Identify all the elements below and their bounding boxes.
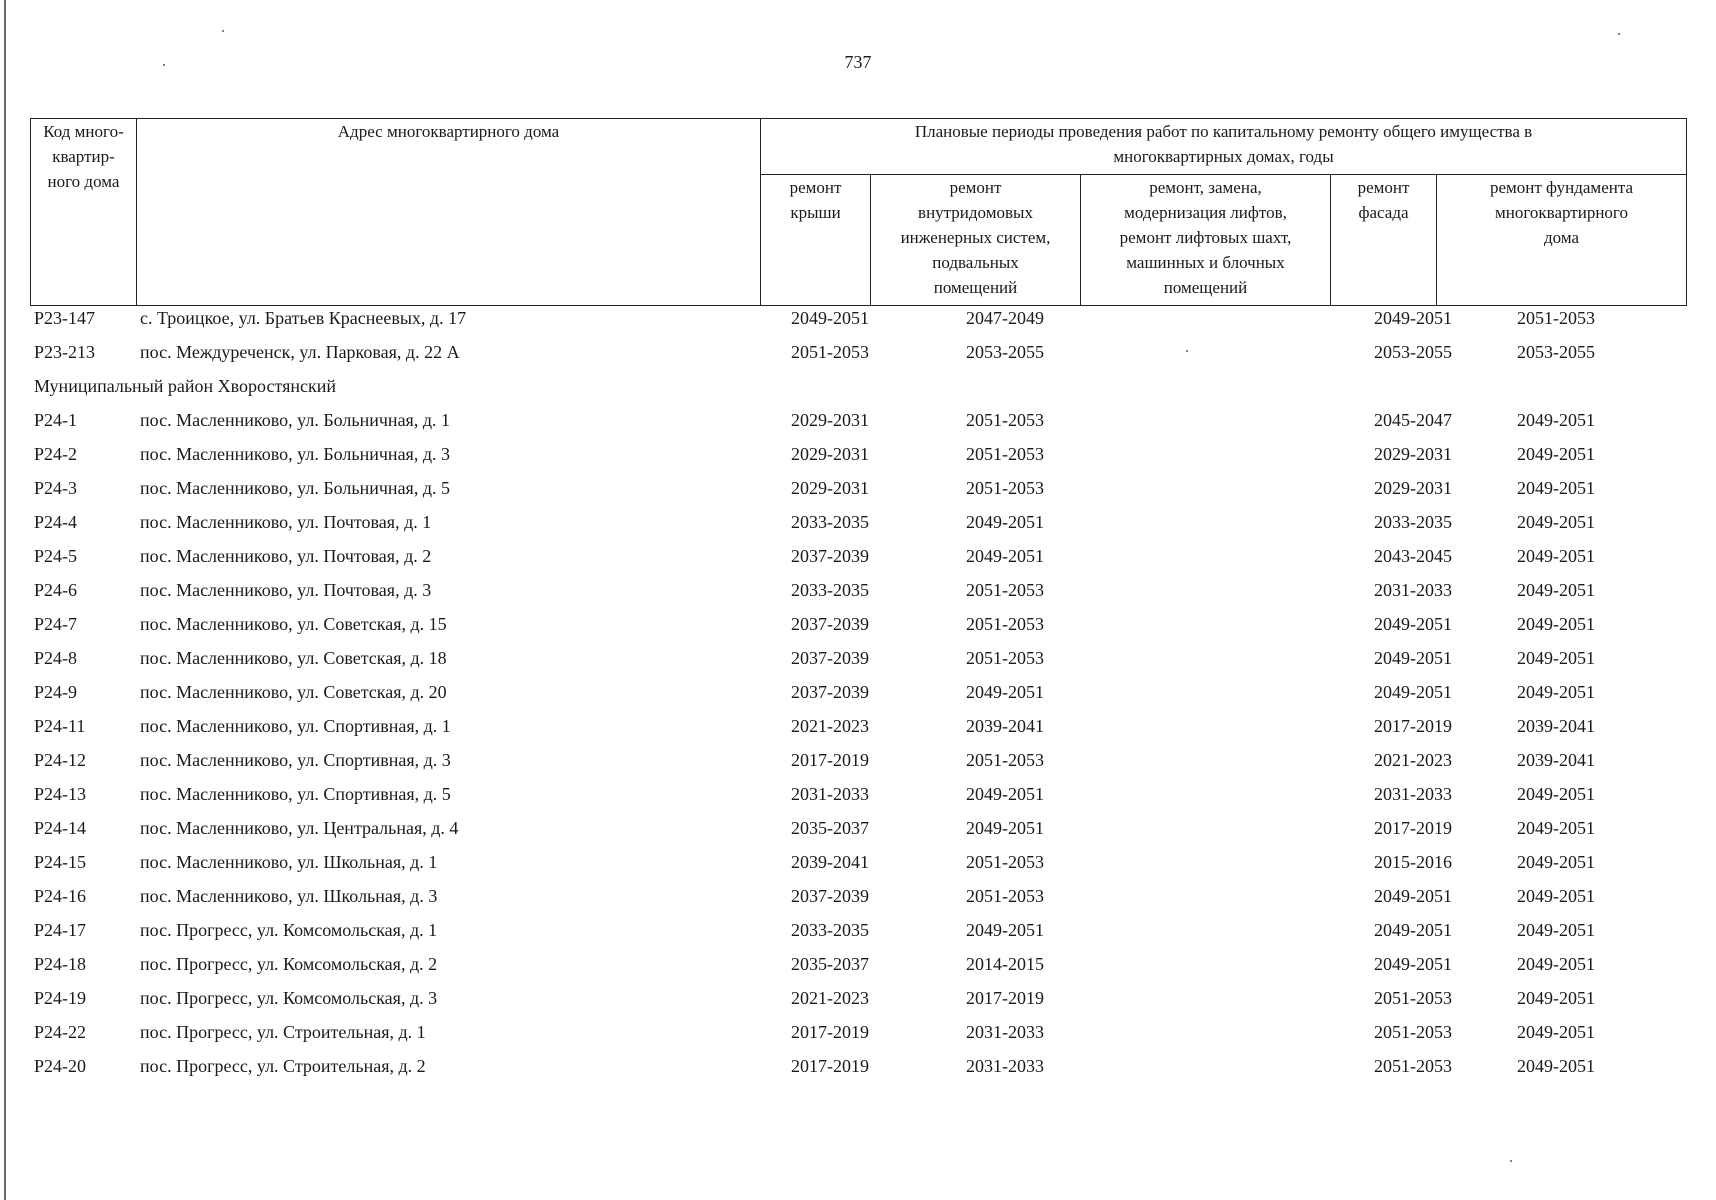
header-roof-line: крыши xyxy=(790,203,841,222)
cell-facade-period: 2049-2051 xyxy=(1374,308,1452,328)
header-lifts xyxy=(1081,175,1331,306)
cell-roof-period: 2035-2037 xyxy=(791,818,869,838)
header-foundation-line: многоквартирного xyxy=(1495,203,1628,222)
cell-engineering-period: 2049-2051 xyxy=(966,920,1044,940)
cell-roof-period: 2035-2037 xyxy=(791,954,869,974)
cell-foundation-period: 2049-2051 xyxy=(1517,784,1595,804)
cell-facade-period: 2021-2023 xyxy=(1374,750,1452,770)
cell-code: Р24-22 xyxy=(34,1022,87,1042)
cell-foundation-period: 2049-2051 xyxy=(1517,1056,1595,1076)
cell-facade-period: 2031-2033 xyxy=(1374,784,1452,804)
cell-code: Р24-5 xyxy=(34,546,78,566)
cell-foundation-period: 2051-2053 xyxy=(1517,308,1595,328)
table-row xyxy=(30,747,1686,781)
table-row xyxy=(30,577,1686,611)
cell-foundation-period: 2049-2051 xyxy=(1517,818,1595,838)
cell-engineering-period: 2049-2051 xyxy=(966,682,1044,702)
header-engineering-line: ремонт xyxy=(949,178,1002,197)
table-row xyxy=(30,509,1686,543)
table-row xyxy=(30,917,1686,951)
table-row xyxy=(30,883,1686,917)
cell-address: пос. Прогресс, ул. Комсомольская, д. 3 xyxy=(140,988,438,1008)
header-code-line: Код много- xyxy=(43,122,124,141)
cell-roof-period: 2017-2019 xyxy=(791,750,869,770)
cell-address: пос. Масленниково, ул. Советская, д. 18 xyxy=(140,648,447,668)
cell-code: Р24-15 xyxy=(34,852,87,872)
cell-facade-period: 2031-2033 xyxy=(1374,580,1452,600)
cell-facade-period: 2017-2019 xyxy=(1374,818,1452,838)
cell-code: Р24-13 xyxy=(34,784,87,804)
cell-engineering-period: 2051-2053 xyxy=(966,648,1044,668)
cell-roof-period: 2017-2019 xyxy=(791,1022,869,1042)
table-row xyxy=(30,1019,1686,1053)
cell-code: Р24-1 xyxy=(34,410,78,430)
cell-roof-period: 2029-2031 xyxy=(791,444,869,464)
cell-facade-period: 2051-2053 xyxy=(1374,1022,1452,1042)
header-lifts-line: ремонт лифтовых шахт, xyxy=(1119,228,1292,247)
cell-facade-period: 2051-2053 xyxy=(1374,988,1452,1008)
cell-address: пос. Прогресс, ул. Строительная, д. 1 xyxy=(140,1022,426,1042)
cell-address: пос. Масленниково, ул. Спортивная, д. 5 xyxy=(140,784,451,804)
cell-address: пос. Масленниково, ул. Спортивная, д. 3 xyxy=(140,750,451,770)
table-row xyxy=(30,679,1686,713)
cell-engineering-period: 2014-2015 xyxy=(966,954,1044,974)
cell-address: пос. Масленниково, ул. Спортивная, д. 1 xyxy=(140,716,451,736)
district-heading-row xyxy=(30,373,1686,407)
header-engineering-line: подвальных xyxy=(932,253,1019,272)
cell-address: пос. Масленниково, ул. Советская, д. 15 xyxy=(140,614,447,634)
header-periods-line: многоквартирных домах, годы xyxy=(1113,147,1334,166)
table-row xyxy=(30,781,1686,815)
header-lifts-line: ремонт, замена, xyxy=(1149,178,1262,197)
cell-facade-period: 2049-2051 xyxy=(1374,614,1452,634)
table-row xyxy=(30,1053,1686,1087)
cell-engineering-period: 2017-2019 xyxy=(966,988,1044,1008)
cell-engineering-period: 2051-2053 xyxy=(966,410,1044,430)
cell-address: пос. Масленниково, ул. Почтовая, д. 2 xyxy=(140,546,432,566)
cell-engineering-period: 2049-2051 xyxy=(966,784,1044,804)
cell-foundation-period: 2049-2051 xyxy=(1517,988,1595,1008)
cell-code: Р24-19 xyxy=(34,988,87,1008)
cell-address: с. Троицкое, ул. Братьев Краснеевых, д. 17 xyxy=(140,308,467,328)
header-periods-line: Плановые периоды проведения работ по капитальному ремонту общего имущества в xyxy=(914,122,1533,141)
header-code-line: квартир- xyxy=(52,147,115,166)
header-roof xyxy=(761,175,871,306)
cell-foundation-period: 2049-2051 xyxy=(1517,920,1595,940)
cell-code: Р24-20 xyxy=(34,1056,87,1076)
cell-foundation-period: 2049-2051 xyxy=(1517,512,1595,532)
cell-engineering-period: 2049-2051 xyxy=(966,512,1044,532)
cell-roof-period: 2037-2039 xyxy=(791,614,869,634)
table-row xyxy=(30,543,1686,577)
cell-facade-period: 2049-2051 xyxy=(1374,954,1452,974)
cell-engineering-period: 2049-2051 xyxy=(966,546,1044,566)
cell-roof-period: 2021-2023 xyxy=(791,716,869,736)
header-facade-line: фасада xyxy=(1358,203,1409,222)
cell-roof-period: 2033-2035 xyxy=(791,512,869,532)
cell-foundation-period: 2049-2051 xyxy=(1517,614,1595,634)
cell-code: Р24-4 xyxy=(34,512,78,532)
table-row xyxy=(30,305,1686,339)
cell-foundation-period: 2049-2051 xyxy=(1517,410,1595,430)
table-row xyxy=(30,611,1686,645)
table-row xyxy=(30,475,1686,509)
cell-roof-period: 2049-2051 xyxy=(791,308,869,328)
cell-code: Р23-147 xyxy=(34,308,96,328)
cell-address: пос. Прогресс, ул. Комсомольская, д. 2 xyxy=(140,954,438,974)
cell-address: пос. Масленниково, ул. Центральная, д. 4 xyxy=(140,818,459,838)
cell-roof-period: 2029-2031 xyxy=(791,410,869,430)
cell-roof-period: 2033-2035 xyxy=(791,920,869,940)
cell-foundation-period: 2049-2051 xyxy=(1517,444,1595,464)
cell-code: Р24-9 xyxy=(34,682,78,702)
cell-engineering-period: 2051-2053 xyxy=(966,852,1044,872)
cell-address: пос. Масленниково, ул. Школьная, д. 1 xyxy=(140,852,438,872)
page-number: 737 xyxy=(844,52,872,72)
cell-facade-period: 2049-2051 xyxy=(1374,920,1452,940)
header-engineering-line: внутридомовых xyxy=(918,203,1033,222)
scan-speck xyxy=(1510,1160,1512,1162)
header-lifts-line: модернизация лифтов, xyxy=(1124,203,1287,222)
header-address-label: Адрес многоквартирного дома xyxy=(337,122,560,141)
cell-foundation-period: 2049-2051 xyxy=(1517,682,1595,702)
cell-facade-period: 2043-2045 xyxy=(1374,546,1452,566)
table-row xyxy=(30,441,1686,475)
cell-foundation-period: 2049-2051 xyxy=(1517,546,1595,566)
scan-speck xyxy=(1618,33,1620,35)
cell-roof-period: 2029-2031 xyxy=(791,478,869,498)
cell-address: пос. Масленниково, ул. Больничная, д. 1 xyxy=(140,410,450,430)
cell-address: пос. Масленниково, ул. Больничная, д. 5 xyxy=(140,478,450,498)
cell-code: Р24-11 xyxy=(34,716,86,736)
header-foundation-line: ремонт фундамента xyxy=(1489,178,1634,197)
cell-address: пос. Масленниково, ул. Школьная, д. 3 xyxy=(140,886,438,906)
header-engineering-line: помещений xyxy=(933,278,1018,297)
header-address xyxy=(137,119,761,306)
cell-roof-period: 2021-2023 xyxy=(791,988,869,1008)
cell-facade-period: 2051-2053 xyxy=(1374,1056,1452,1076)
cell-facade-period: 2045-2047 xyxy=(1374,410,1452,430)
cell-code: Р24-7 xyxy=(34,614,78,634)
cell-engineering-period: 2031-2033 xyxy=(966,1056,1044,1076)
header-foundation xyxy=(1437,175,1687,306)
cell-facade-period: 2017-2019 xyxy=(1374,716,1452,736)
cell-engineering-period: 2051-2053 xyxy=(966,580,1044,600)
cell-roof-period: 2037-2039 xyxy=(791,546,869,566)
cell-engineering-period: 2047-2049 xyxy=(966,308,1044,328)
cell-code: Р24-6 xyxy=(34,580,78,600)
table-row xyxy=(30,713,1686,747)
cell-engineering-period: 2049-2051 xyxy=(966,818,1044,838)
cell-facade-period: 2049-2051 xyxy=(1374,648,1452,668)
cell-roof-period: 2039-2041 xyxy=(791,852,869,872)
cell-address: пос. Междуреченск, ул. Парковая, д. 22 А xyxy=(140,342,460,362)
cell-engineering-period: 2051-2053 xyxy=(966,444,1044,464)
cell-roof-period: 2031-2033 xyxy=(791,784,869,804)
header-facade-line: ремонт xyxy=(1357,178,1410,197)
table-header xyxy=(30,118,1687,306)
cell-foundation-period: 2049-2051 xyxy=(1517,580,1595,600)
table-row xyxy=(30,849,1686,883)
cell-foundation-period: 2049-2051 xyxy=(1517,478,1595,498)
header-lifts-line: машинных и блочных xyxy=(1126,253,1285,272)
cell-facade-period: 2029-2031 xyxy=(1374,444,1452,464)
cell-foundation-period: 2049-2051 xyxy=(1517,648,1595,668)
cell-engineering-period: 2053-2055 xyxy=(966,342,1044,362)
cell-roof-period: 2051-2053 xyxy=(791,342,869,362)
table-row xyxy=(30,407,1686,441)
header-lifts-line: помещений xyxy=(1163,278,1248,297)
cell-code: Р24-16 xyxy=(34,886,87,906)
table-row xyxy=(30,645,1686,679)
cell-foundation-period: 2049-2051 xyxy=(1517,886,1595,906)
cell-address: пос. Масленниково, ул. Почтовая, д. 1 xyxy=(140,512,432,532)
cell-engineering-period: 2039-2041 xyxy=(966,716,1044,736)
scan-speck xyxy=(1186,350,1188,352)
header-facade xyxy=(1331,175,1437,306)
header-code-line: ного дома xyxy=(47,172,120,191)
header-periods-group xyxy=(761,119,1687,175)
cell-address: пос. Прогресс, ул. Строительная, д. 2 xyxy=(140,1056,426,1076)
cell-foundation-period: 2039-2041 xyxy=(1517,716,1595,736)
cell-foundation-period: 2049-2051 xyxy=(1517,852,1595,872)
cell-roof-period: 2037-2039 xyxy=(791,682,869,702)
cell-foundation-period: 2039-2041 xyxy=(1517,750,1595,770)
cell-engineering-period: 2051-2053 xyxy=(966,614,1044,634)
scan-left-edge-line xyxy=(4,0,6,1200)
cell-code: Р24-3 xyxy=(34,478,78,498)
cell-roof-period: 2037-2039 xyxy=(791,648,869,668)
cell-facade-period: 2049-2051 xyxy=(1374,682,1452,702)
cell-facade-period: 2029-2031 xyxy=(1374,478,1452,498)
cell-code: Р24-18 xyxy=(34,954,87,974)
cell-engineering-period: 2051-2053 xyxy=(966,478,1044,498)
header-engineering xyxy=(871,175,1081,306)
cell-code: Р24-14 xyxy=(34,818,87,838)
table-row xyxy=(30,985,1686,1019)
cell-engineering-period: 2031-2033 xyxy=(966,1022,1044,1042)
cell-address: пос. Масленниково, ул. Советская, д. 20 xyxy=(140,682,447,702)
cell-engineering-period: 2051-2053 xyxy=(966,750,1044,770)
header-code xyxy=(31,119,137,306)
cell-foundation-period: 2053-2055 xyxy=(1517,342,1595,362)
scan-speck xyxy=(222,30,224,32)
table-row xyxy=(30,815,1686,849)
cell-code: Р24-8 xyxy=(34,648,78,668)
header-roof-line: ремонт xyxy=(789,178,842,197)
cell-code: Р24-2 xyxy=(34,444,78,464)
cell-engineering-period: 2051-2053 xyxy=(966,886,1044,906)
cell-facade-period: 2053-2055 xyxy=(1374,342,1452,362)
cell-facade-period: 2049-2051 xyxy=(1374,886,1452,906)
cell-facade-period: 2033-2035 xyxy=(1374,512,1452,532)
cell-roof-period: 2033-2035 xyxy=(791,580,869,600)
header-engineering-line: инженерных систем, xyxy=(900,228,1051,247)
table-row xyxy=(30,951,1686,985)
cell-code: Р24-12 xyxy=(34,750,87,770)
cell-foundation-period: 2049-2051 xyxy=(1517,1022,1595,1042)
cell-roof-period: 2017-2019 xyxy=(791,1056,869,1076)
scan-speck xyxy=(163,64,165,66)
district-name: Муниципальный район Хворостянский xyxy=(34,376,337,396)
cell-address: пос. Масленниково, ул. Больничная, д. 3 xyxy=(140,444,450,464)
cell-code: Р23-213 xyxy=(34,342,96,362)
cell-address: пос. Масленниково, ул. Почтовая, д. 3 xyxy=(140,580,432,600)
cell-code: Р24-17 xyxy=(34,920,87,940)
cell-facade-period: 2015-2016 xyxy=(1374,852,1452,872)
header-foundation-line: дома xyxy=(1544,228,1580,247)
cell-roof-period: 2037-2039 xyxy=(791,886,869,906)
table-body xyxy=(30,305,1686,1087)
cell-address: пос. Прогресс, ул. Комсомольская, д. 1 xyxy=(140,920,438,940)
cell-foundation-period: 2049-2051 xyxy=(1517,954,1595,974)
table-row xyxy=(30,339,1686,373)
